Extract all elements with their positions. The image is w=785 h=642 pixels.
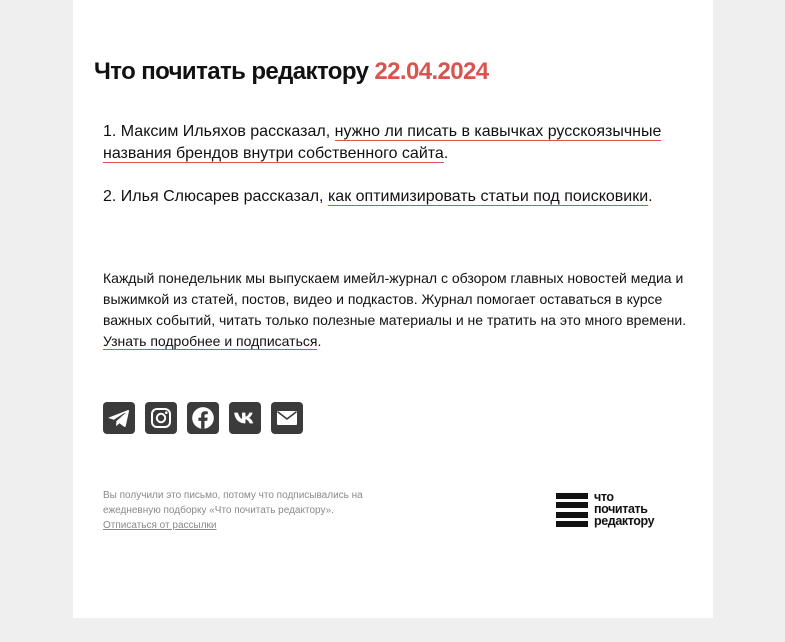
about-text: Каждый понедельник мы выпускаем имейл-журнал с обзором главных новостей медиа и выжимкой из статей, постов, видео и подкастов. Журнал помогает оставаться в курсе важных событий, читать только полезные материалы и не тратить на это много времени. bbox=[103, 270, 687, 328]
article-link[interactable]: нужно ли писать в кавычках русскоязычные названия брендов внутри собственного сайта bbox=[103, 123, 662, 162]
subscribe-link[interactable]: Узнать подробнее и подписаться bbox=[103, 333, 318, 349]
telegram-icon bbox=[107, 406, 131, 430]
item-suffix: . bbox=[443, 145, 449, 162]
vk-button[interactable] bbox=[229, 402, 261, 434]
page-title bbox=[94, 58, 489, 86]
email-sheet bbox=[73, 0, 713, 618]
list-item bbox=[103, 121, 693, 165]
list-item bbox=[103, 186, 693, 208]
brand-logo[interactable] bbox=[556, 490, 686, 529]
social-links bbox=[103, 402, 303, 434]
logo-line: что bbox=[594, 490, 614, 504]
facebook-icon bbox=[190, 405, 216, 431]
item-suffix: . bbox=[648, 188, 653, 205]
footer-note-text: Вы получили это письмо, потому что подписывались на ежедневную подборку «Что почитать редактору». bbox=[103, 490, 363, 516]
about-paragraph bbox=[103, 268, 688, 352]
item-prefix: Илья Слюсарев рассказал, bbox=[120, 188, 324, 205]
title-text: Что почитать редактору bbox=[94, 58, 369, 85]
item-number: 1. bbox=[103, 123, 117, 140]
logo-bars-icon bbox=[556, 493, 588, 527]
item-prefix: Максим Ильяхов рассказал, bbox=[120, 123, 331, 140]
vk-icon bbox=[232, 405, 258, 431]
unsubscribe-link[interactable]: Отписаться от рассылки bbox=[103, 520, 217, 531]
instagram-button[interactable] bbox=[145, 402, 177, 434]
telegram-button[interactable] bbox=[103, 402, 135, 434]
logo-wordmark bbox=[594, 491, 654, 527]
footer-note bbox=[103, 488, 393, 533]
item-number: 2. bbox=[103, 188, 117, 205]
article-link[interactable]: как оптимизировать статьи под поисковики bbox=[327, 188, 649, 205]
logo-line: почитать bbox=[594, 502, 648, 516]
email-button[interactable] bbox=[271, 402, 303, 434]
facebook-button[interactable] bbox=[187, 402, 219, 434]
email-icon bbox=[275, 406, 299, 430]
title-date: 22.04.2024 bbox=[374, 58, 489, 85]
article-list bbox=[103, 121, 693, 229]
logo-line: редактору bbox=[594, 514, 655, 528]
about-suffix: . bbox=[317, 333, 322, 349]
instagram-icon bbox=[149, 406, 173, 430]
